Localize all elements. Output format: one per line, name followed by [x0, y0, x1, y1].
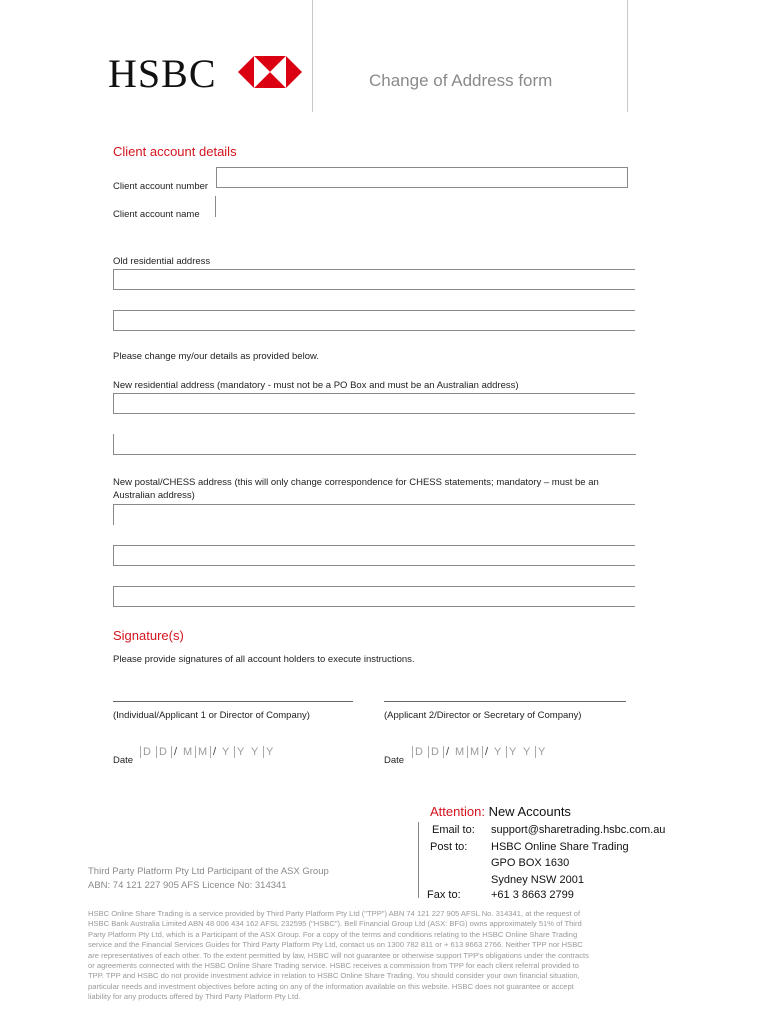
- date-cell-d: D: [140, 746, 156, 758]
- applicant2-date-field[interactable]: [412, 746, 550, 758]
- new-postal-line1-top: [113, 504, 635, 505]
- legal-line: HSBC Bank Australia Limited ABN 48 006 434 162 AFSL 232595 ("HSBC"). Bell Financial Group Ltd (ASX: BFG) owns approximately 51% of Third: [88, 919, 582, 929]
- form-title: Change of Address form: [369, 71, 553, 90]
- date-cell-y: Y: [251, 746, 260, 758]
- legal-line: liability for any products offered by Third Party Platform Pty Ltd.: [88, 992, 301, 1002]
- date-cell-m: M: [455, 746, 466, 758]
- new-postal-line3-field[interactable]: [113, 586, 635, 607]
- date-cell-y: Y: [234, 746, 249, 758]
- applicant1-signature-line[interactable]: [113, 701, 353, 702]
- legal-disclaimer: [88, 909, 688, 1003]
- applicant1-caption: (Individual/Applicant 1 or Director of Company): [113, 710, 310, 721]
- tpp-line1: Third Party Platform Pty Ltd Participant of the ASX Group: [88, 866, 329, 877]
- email-label: Email to:: [432, 824, 475, 836]
- old-address-line2-field[interactable]: [113, 310, 635, 331]
- post-label: Post to:: [430, 841, 468, 853]
- attention-divider: [418, 822, 419, 898]
- date-cell-m: M: [195, 746, 210, 758]
- client-details-heading: Client account details: [113, 144, 237, 159]
- header-divider-right: [627, 0, 628, 112]
- new-postal-label-line2: Australian address): [113, 490, 195, 501]
- account-number-field-top: [216, 167, 628, 168]
- hsbc-logo-text: HSBC: [108, 51, 217, 96]
- applicant2-date-label: Date: [384, 755, 405, 766]
- date-cell-y: Y: [494, 746, 503, 758]
- attention-prefix: Attention:: [430, 804, 485, 819]
- signatures-heading: Signature(s): [113, 628, 184, 643]
- date-separator: /: [210, 746, 221, 758]
- signatures-instruction: Please provide signatures of all account holders to execute instructions.: [113, 654, 415, 665]
- applicant1-date-field[interactable]: [140, 746, 278, 758]
- legal-line: are representatives of each other. To the extent permitted by law, HSBC will not guarantee or otherwise support TPP's obligations under the contracts: [88, 950, 589, 960]
- date-cell-m: M: [467, 746, 482, 758]
- legal-line: TPP. TPP and HSBC do not provide investment advice in relation to HSBC Online Share Trading. You should consider your own financial situation,: [88, 971, 580, 981]
- email-link[interactable]: support@sharetrading.hsbc.com.au: [491, 824, 666, 836]
- account-number-field[interactable]: [216, 167, 628, 188]
- date-cell-y: Y: [535, 746, 550, 758]
- new-residential-label: New residential address (mandatory - must not be a PO Box and must be an Australian address): [113, 380, 519, 391]
- legal-line: service and the Financial Services Guides for Third Party Platform Pty Ltd, contact us on 1300 782 811 or + 613 8663 2766. Neither TPP nor HSBC: [88, 940, 583, 950]
- applicant2-caption: (Applicant 2/Director or Secretary of Company): [384, 710, 582, 721]
- fax-value: +61 3 8663 2799: [491, 889, 574, 901]
- date-separator: /: [443, 746, 454, 758]
- new-postal-line2-field[interactable]: [113, 545, 635, 566]
- header-divider-left: [312, 0, 313, 112]
- new-postal-label-line1: New postal/CHESS address (this will only change correspondence for CHESS statements; mandatory – must be an: [113, 477, 599, 488]
- post-line2: GPO BOX 1630: [491, 857, 570, 869]
- applicant2-signature-line[interactable]: [384, 701, 626, 702]
- date-cell-d: D: [428, 746, 443, 758]
- fax-label: Fax to:: [427, 889, 461, 901]
- applicant1-date-label: Date: [113, 755, 134, 766]
- legal-line: HSBC Online Share Trading is a service provided by Third Party Platform Pty Ltd ("TPP") ABN 74 121 227 905 AFSL No. 314341, at the request of: [88, 909, 581, 918]
- date-cell-y: Y: [263, 746, 278, 758]
- new-residential-line2-field[interactable]: [113, 434, 636, 455]
- date-separator: /: [171, 746, 182, 758]
- legal-line: particular needs and investment objectives before acting on any of the information available on this website. HSBC does not guarantee or accept: [88, 981, 574, 991]
- hsbc-hexagon-logo-icon: [238, 56, 302, 88]
- attention-title: New Accounts: [488, 804, 571, 819]
- date-separator: /: [482, 746, 493, 758]
- account-name-field[interactable]: [215, 196, 216, 217]
- date-cell-d: D: [156, 746, 171, 758]
- date-cell-m: M: [183, 746, 194, 758]
- change-instruction-text: Please change my/our details as provided below.: [113, 351, 319, 362]
- date-cell-y: Y: [506, 746, 521, 758]
- date-cell-d: D: [412, 746, 428, 758]
- post-line3: Sydney NSW 2001: [491, 874, 584, 886]
- tpp-line2: ABN: 74 121 227 905 AFS Licence No: 314341: [88, 880, 287, 891]
- account-number-label: Client account number: [113, 181, 209, 192]
- new-residential-line1-field[interactable]: [113, 393, 635, 414]
- old-address-label: Old residential address: [113, 256, 211, 267]
- account-name-label: Client account name: [113, 209, 200, 220]
- legal-line: or agreements connected with the HSBC Online Share Trading service. HSBC receives a commission from TPP for each client referral provided to: [88, 961, 580, 971]
- date-cell-y: Y: [222, 746, 231, 758]
- new-postal-line1-field[interactable]: [113, 504, 114, 525]
- date-cell-y: Y: [523, 746, 532, 758]
- old-address-line1-field[interactable]: [113, 269, 635, 290]
- attention-heading: [430, 804, 571, 819]
- legal-line: Party Platform Pty Ltd, which is a Participant of the ASX Group. For a copy of the terms and conditions relating to the HSBC Online Share Trading: [88, 929, 578, 939]
- post-line1: HSBC Online Share Trading: [491, 841, 629, 853]
